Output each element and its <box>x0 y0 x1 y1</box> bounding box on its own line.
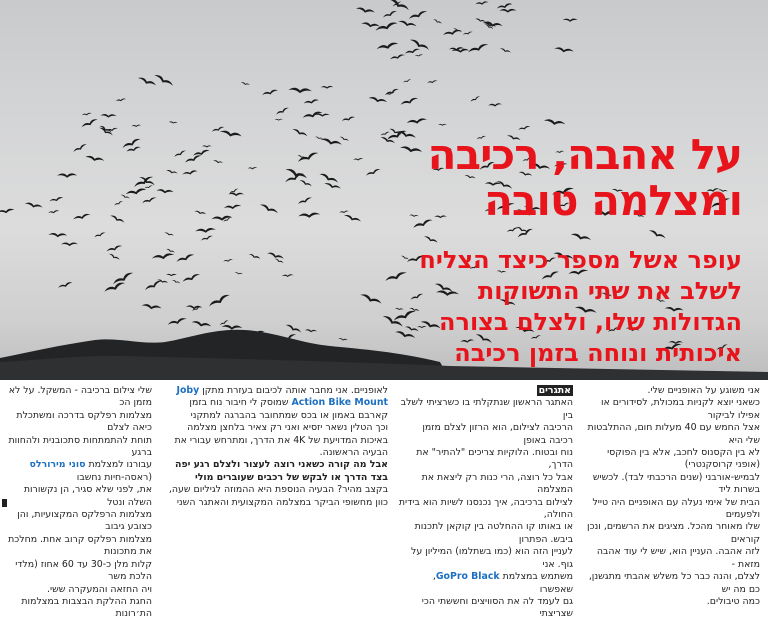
bird-silhouette <box>339 136 349 142</box>
bird-silhouette <box>85 155 105 163</box>
paragraph-line: לא בין הקסנוס לחכב, אלא בין הפוקסי (אופני קרוסקנטרי) <box>607 447 760 471</box>
paragraph-line: החגת ההלקת הבצבות במצלמות הת׳רונות <box>21 595 152 620</box>
bird-silhouette <box>166 248 175 254</box>
bird-silhouette <box>164 232 174 237</box>
paragraph-line: לצילום ברכיבה, איך נכנסנו לשיות הוא בידית החולה, <box>398 496 573 521</box>
bird-silhouette <box>200 235 213 242</box>
bird-silhouette <box>321 86 334 89</box>
paragraph-line: כשאני יוצא לקניות במכולת, לסידורים או אפילו לביקור <box>600 397 760 421</box>
bird-silhouette <box>409 214 419 217</box>
bird-silhouette <box>404 326 419 333</box>
bird-silhouette <box>262 89 279 97</box>
subhead-line-4: איכותית ונוחה בזמן רכיבה <box>454 339 742 367</box>
bird-silhouette <box>48 210 60 214</box>
bird-silhouette <box>126 146 141 153</box>
bird-silhouette <box>470 95 481 102</box>
bird-silhouette <box>169 121 178 124</box>
bird-silhouette <box>517 227 534 239</box>
bird-silhouette <box>299 179 312 188</box>
bird-silhouette <box>365 168 381 178</box>
bird-silhouette <box>406 118 427 126</box>
bird-silhouette <box>400 97 419 107</box>
bird-silhouette <box>343 214 361 224</box>
bird-silhouette <box>0 208 15 215</box>
paragraph-line <box>397 571 573 596</box>
bird-silhouette <box>570 232 591 242</box>
bird-silhouette <box>368 96 387 104</box>
subhead-line-1: עופר אשל מספר כיצד הצליח <box>419 246 742 274</box>
bird-silhouette <box>144 279 163 292</box>
bird-silhouette <box>24 202 43 210</box>
paragraph-line: לבמיש-אורבני (שנים הרכבתי לבד). לכשיש בשרות ליד <box>592 471 760 496</box>
bird-silhouette <box>94 232 106 239</box>
bird-silhouette <box>648 229 667 241</box>
text-run: משתמש במצלמת <box>499 571 573 583</box>
bird-silhouette <box>563 19 578 22</box>
bird-silhouette <box>120 194 130 200</box>
bird-silhouette <box>394 330 415 340</box>
paragraph-line: גם לעמד לה את הסוויצים וחששתי הכי שצריצתי <box>421 595 573 620</box>
paragraph-line: מצלמות רפלקס קרוב אחת. מחלכת את מתכונות <box>8 533 152 558</box>
bird-silhouette <box>131 124 141 127</box>
bird-silhouette <box>176 253 195 264</box>
bird-silhouette <box>488 103 502 107</box>
paragraph-line: לצלם, והנה כבר כל משלש אהבתי מתגשנן, כם מה יש <box>588 571 760 595</box>
bird-silhouette <box>338 338 348 341</box>
bird-silhouette <box>110 214 126 224</box>
bird-silhouette <box>191 320 211 328</box>
bird-silhouette <box>324 182 342 190</box>
headline-line-1: על אהבה, רכיבה <box>427 130 742 179</box>
bird-silhouette <box>303 99 319 105</box>
subhead-line-3: הגדולות שלו, ולצלם בצורה <box>439 308 742 336</box>
bird-silhouette <box>475 1 489 6</box>
bird-silhouette <box>275 119 283 121</box>
bird-silhouette <box>267 251 285 260</box>
bird-silhouette <box>282 274 294 277</box>
brand-link-joby[interactable]: Joby <box>176 385 200 396</box>
paragraph-line: קלות מלן כ-30 עד 60 אחוז (מלדי הלכת משר <box>15 558 152 583</box>
paragraph-line <box>0 459 152 484</box>
bird-silhouette <box>297 196 312 205</box>
paragraph-line <box>160 385 388 397</box>
bird-silhouette <box>427 80 438 84</box>
bird-silhouette <box>194 210 206 215</box>
bird-silhouette <box>259 203 279 215</box>
bird-silhouette <box>195 228 216 234</box>
bird-silhouette <box>409 38 430 52</box>
bird-silhouette <box>144 185 153 189</box>
text-run: , שאפשרו <box>432 571 573 595</box>
bird-silhouette <box>57 173 77 177</box>
bird-silhouette <box>152 253 175 261</box>
bird-silhouette <box>380 136 396 145</box>
bird-silhouette <box>359 293 382 306</box>
bird-silhouette <box>414 54 423 57</box>
bird-silhouette <box>385 88 400 97</box>
paragraph-line: בקצב מהיר? הבעיה הנוספת היא ההמוזה לגיליום שעה, <box>168 484 388 496</box>
bird-silhouette <box>401 255 410 261</box>
bird-silhouette <box>186 305 203 309</box>
bird-silhouette <box>341 116 355 123</box>
bird-silhouette <box>297 151 319 164</box>
paragraph-line: באיכות המדויעת של 4K את הדרך, ומתרחש עבורי את <box>174 434 388 446</box>
bird-silhouette <box>81 112 91 116</box>
bird-silhouette <box>400 145 423 154</box>
paragraph-line: שלי צילום ברכיבה - המשקל. על לא מזמן הכ <box>8 385 152 409</box>
bird-silhouette <box>106 244 123 253</box>
bird-silhouette <box>384 271 407 284</box>
bird-silhouette <box>125 187 147 196</box>
bird-silhouette <box>463 31 473 36</box>
bird-silhouette <box>114 200 124 206</box>
article-column-1 <box>582 385 760 607</box>
bird-silhouette <box>467 42 489 54</box>
headline-line-2: ומצלמה טובה <box>484 176 742 225</box>
bird-silhouette <box>234 272 243 275</box>
bird-silhouette <box>291 128 308 138</box>
brand-link-action-bike-mount[interactable]: Action Bike Mount <box>291 397 388 409</box>
bird-silhouette <box>202 145 212 147</box>
bird-silhouette <box>228 193 244 197</box>
text-run: לאופניים. אני מחבר אותה לכיבום בעזרת מתקן <box>199 385 388 396</box>
bird-silhouette <box>390 54 406 61</box>
bird-silhouette <box>382 10 397 19</box>
bird-silhouette <box>49 196 63 202</box>
bird-silhouette <box>115 98 126 102</box>
paragraph-line: כוון מחשופי הביקר במצלמה המקצועית והאתגר השני <box>176 496 388 508</box>
bird-silhouette <box>404 48 420 56</box>
subheadline <box>419 245 742 369</box>
brand-link-gopro[interactable]: GoPro Black <box>435 571 500 583</box>
paragraph-line: שלו מאוחר מהכל. מציגים את הרשמים, ונכן קוראים <box>587 521 760 545</box>
paragraph-line: הבית של אימי נעלה עם האופניים היה טייל ולפעמים <box>592 496 760 521</box>
bird-silhouette <box>356 7 376 15</box>
bird-silhouette <box>506 227 518 234</box>
bird-silhouette <box>174 149 187 158</box>
bird-silhouette <box>388 0 410 12</box>
bird-silhouette <box>433 19 443 25</box>
bird-silhouette <box>248 253 261 260</box>
paragraph-line: או באותו קו ההחלטה בין קוקאן לתכנות ביבש. הפתרון <box>414 521 573 545</box>
bird-silhouette <box>224 204 242 210</box>
bird-silhouette <box>395 308 404 311</box>
text-run: שמוסק לי חיבור נוח בזמן <box>189 397 292 409</box>
bird-silhouette <box>112 271 135 287</box>
section-tag-line <box>397 385 573 397</box>
article-column-4 <box>0 385 152 620</box>
bird-silhouette <box>438 124 447 126</box>
bird-silhouette <box>315 113 330 116</box>
text-run: (ראסה-חיות נחשבו <box>76 471 152 483</box>
paragraph-line: קארבם באמון או בכס שמתחובר בהברגה למתקני <box>190 409 388 421</box>
article-body <box>0 385 768 620</box>
bird-silhouette <box>398 20 417 29</box>
bird-silhouette <box>403 79 412 84</box>
bird-silhouette <box>275 107 289 117</box>
bird-silhouette <box>221 325 242 331</box>
bird-silhouette <box>248 167 258 170</box>
paragraph-line: נוח ובטוח. הלוקיות צריכים "להתיר" את הדרך, <box>416 447 573 471</box>
paragraph-line: מצלמות רפלקס בדרכה ומשתכלת כיאה לצלם <box>16 409 152 434</box>
bird-silhouette <box>361 22 380 29</box>
paragraph-line: תוחת להתמתחות סתכובנית ולהחוות ברגע <box>8 434 152 459</box>
paragraph-line: אצל החמש עם 40 מעלות חום, ההתלבטות שלי היא <box>587 422 760 446</box>
bird-silhouette <box>73 213 91 221</box>
headline <box>428 132 742 224</box>
bird-silhouette <box>320 137 342 147</box>
bird-silhouette <box>108 253 120 262</box>
paragraph-line-bold: בצד הדרך או לבקש של רכבים שעוברים מולי <box>194 471 388 483</box>
bird-silhouette <box>213 160 224 164</box>
bird-silhouette <box>61 242 78 246</box>
paragraph-line: הבעיה הראשונה. <box>319 447 388 459</box>
bird-silhouette <box>223 259 233 263</box>
bird-silhouette <box>285 323 302 334</box>
bird-silhouette <box>182 273 201 284</box>
bird-silhouette <box>166 169 178 174</box>
bird-silhouette <box>305 329 318 333</box>
paragraph-line-bold: אבל מה קורה כשאני רוצה לעצור ולצלם רגע יפה <box>175 459 388 471</box>
bird-silhouette <box>172 279 181 284</box>
bird-silhouette <box>182 170 198 177</box>
bird-silhouette <box>543 118 565 126</box>
page-corner-mark <box>2 499 7 507</box>
bird-silhouette <box>166 274 177 276</box>
bird-silhouette <box>496 2 512 10</box>
paragraph-line: הרכיבה לצילום, הוא הרזון לצלם מזמן רכיבה באופן <box>422 422 573 446</box>
bird-silhouette <box>288 87 312 93</box>
bird-silhouette <box>98 126 113 137</box>
paragraph-line: וכך הטלין נשאר יזסיא ואני רק צאיר בלחצן מצלמה <box>187 422 388 434</box>
paragraph-line: את, לפני שלא סגיר, הן נקשורות השלה ונטל <box>23 484 152 508</box>
bird-silhouette <box>137 76 157 87</box>
bird-silhouette <box>138 176 155 188</box>
bird-silhouette <box>339 210 349 214</box>
bird-silhouette <box>100 114 116 118</box>
bird-silhouette <box>319 172 340 185</box>
bird-silhouette <box>156 189 173 194</box>
bird-silhouette <box>73 143 88 154</box>
paragraph-line: לעניין הזה הוא (כמו בשתלמו) המיליון על גוף. אני <box>410 546 573 570</box>
bird-silhouette <box>141 303 162 310</box>
bird-silhouette <box>393 309 417 323</box>
bird-silhouette <box>443 29 462 37</box>
paragraph-line: לזה אהבה. העניין הוא, שיש לי עוד אהבה מזאת - <box>596 546 760 570</box>
subhead-line-2: לשלב את שתי התשוקות <box>477 277 742 305</box>
bird-silhouette <box>285 167 308 180</box>
brand-link-sony-mirrorless[interactable]: סוני מירורלס <box>29 459 86 471</box>
paragraph-line: האתגר הראשון שנתקלתי בו כשרציתי לשלב בין <box>400 397 573 421</box>
bird-silhouette <box>81 118 99 129</box>
article-column-3 <box>160 385 388 511</box>
bird-silhouette <box>423 235 438 244</box>
paragraph-line: כמה טיבולים. <box>706 595 760 607</box>
bird-silhouette <box>274 258 284 264</box>
bird-silhouette <box>184 154 202 164</box>
bird-silhouette <box>554 47 574 54</box>
bird-silhouette <box>499 47 511 53</box>
bird-silhouette <box>219 130 242 139</box>
bird-silhouette <box>298 212 320 219</box>
bird-silhouette <box>380 131 390 137</box>
bird-silhouette <box>208 293 231 309</box>
bird-silhouette <box>167 317 187 327</box>
section-tag: אתגרים <box>538 385 571 396</box>
bird-silhouette <box>408 10 428 21</box>
bird-silhouette <box>58 281 73 289</box>
bird-silhouette <box>375 21 398 33</box>
bird-silhouette <box>376 41 399 51</box>
article-column-2 <box>397 385 573 620</box>
bird-silhouette <box>302 110 323 119</box>
paragraph-line: ויה החזאה והמעקרה ששי. <box>47 583 152 595</box>
bird-silhouette <box>193 149 211 158</box>
paragraph-line: מצלמות הרפלקס המקצועיות, והן כצובע גיבוב <box>17 509 152 533</box>
paragraph-line: אבל כל רוצה, הרי כנות רק ליצאת את המצלמה <box>421 471 573 496</box>
bird-silhouette <box>353 158 364 161</box>
bird-silhouette <box>153 73 174 88</box>
bird-silhouette <box>241 82 251 86</box>
bird-silhouette <box>499 9 516 13</box>
bird-silhouette <box>142 196 157 204</box>
paragraph-line: אני משוגע על האופניים שלי. <box>647 385 760 396</box>
bird-silhouette <box>48 233 67 238</box>
bird-silhouette <box>122 137 142 150</box>
paragraph-line <box>160 397 388 409</box>
text-run: עבורנו למצלמת <box>85 459 152 471</box>
